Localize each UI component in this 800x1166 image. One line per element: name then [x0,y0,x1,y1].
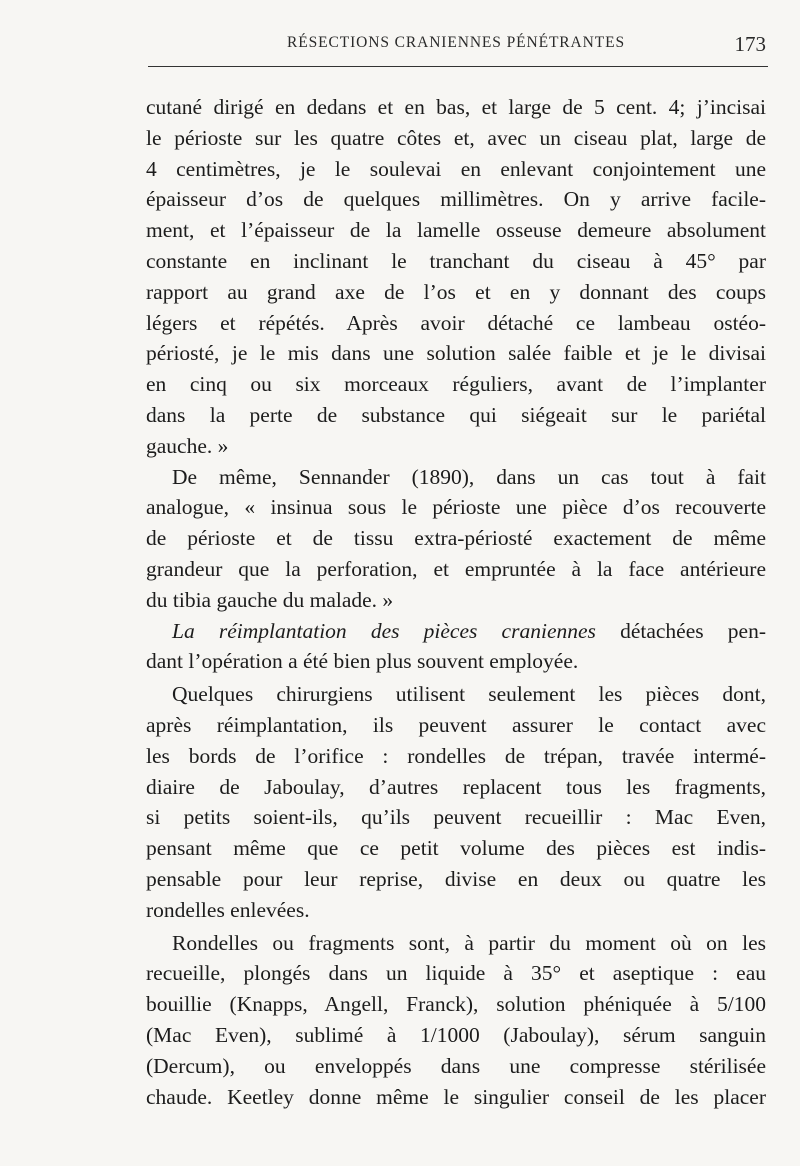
text-line: le périoste sur les quatre côtes et, avec un ciseau plat, large de [146,125,766,150]
page-number: 173 [734,32,766,56]
text-line: cutané dirigé en dedans et en bas, et large de 5 cent. 4; j’incisai [146,95,766,119]
text-line: rapport au grand axe de l’os et en y donnant des coups [146,279,766,304]
text-line: grandeur que la perforation, et empruntée à la face antérieure [146,556,766,581]
text-line: épaisseur d’os de quelques millimètres. On y arrive facile- [146,187,766,212]
text-line: Rondelles ou fragments sont, à partir du moment où on les [172,930,766,955]
text-line: du tibia gauche du malade. » [146,587,394,612]
text-line: diaire de Jaboulay, d’autres replacent tous les fragments, [146,774,766,799]
text-line: pensable pour leur reprise, divise en deux ou quatre les [146,866,766,891]
text-line: 4 centimètres, je le soulevai en enlevant conjointement une [146,156,766,181]
running-title: RÉSECTIONS CRANIENNES PÉNÉTRANTES [287,34,625,51]
text-line: dans la perte de substance qui siégeait sur le pariétal [146,402,766,427]
text-line: si petits soient-ils, qu’ils peuvent recueillir : Mac Even, [146,805,766,830]
text-line: De même, Sennander (1890), dans un cas tout à fait [172,464,766,489]
text-line: rondelles enlevées. [146,897,310,922]
text-line: légers et répétés. Après avoir détaché ce lambeau ostéo- [146,310,766,335]
page-header [148,34,768,58]
body-text [146,92,766,1112]
text-line-mixed [146,616,766,647]
text-line: bouillie (Knapps, Angell, Franck), solution phéniquée à 5/100 [146,992,766,1017]
text-line: ment, et l’épaisseur de la lamelle osseuse demeure absolument [146,218,766,243]
text-line: (Dercum), ou enveloppés dans une compresse stérilisée [146,1053,766,1078]
text-line: de périoste et de tissu extra-périosté exactement de même [146,526,766,551]
header-rule [148,66,768,67]
text-line: en cinq ou six morceaux réguliers, avant de l’implanter [146,372,766,397]
text-line: après réimplantation, ils peuvent assurer le contact avec [146,712,766,737]
text-line: recueille, plongés dans un liquide à 35° et aseptique : eau [146,961,766,986]
text-line: chaude. Keetley donne même le singulier conseil de les placer [146,1084,766,1109]
text-line: périosté, je le mis dans une solution salée faible et je le divisai [146,341,766,366]
text-line: dant l’opération a été bien plus souvent employée. [146,649,579,674]
italic-heading: La réimplantation des pièces craniennes [172,618,596,643]
text-line: constante en inclinant le tranchant du ciseau à 45° par [146,248,766,273]
text-line: les bords de l’orifice : rondelles de trépan, travée intermé- [146,743,766,768]
text-line: (Mac Even), sublimé à 1/1000 (Jaboulay), sérum sanguin [146,1022,766,1047]
text-line: Quelques chirurgiens utilisent seulement les pièces dont, [172,682,766,707]
text-run: détachées pen- [595,618,766,643]
text-line: analogue, « insinua sous le périoste une pièce d’os recouverte [146,495,766,520]
text-line: gauche. » [146,433,229,458]
text-line: pensant même que ce petit volume des pièces est indis- [146,836,766,861]
